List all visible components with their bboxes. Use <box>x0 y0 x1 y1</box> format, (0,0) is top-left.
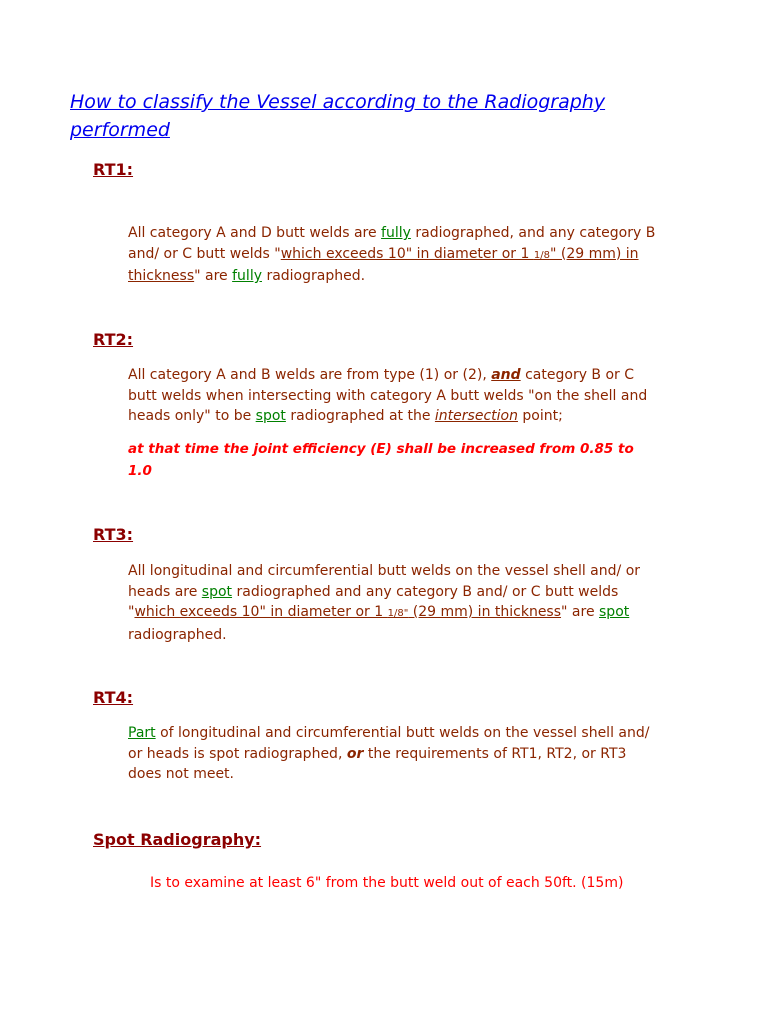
rt3-text-4: radiographed. <box>128 626 227 643</box>
rt2-heading: RT2: <box>93 330 134 349</box>
rt3-spot-2: spot <box>599 604 630 620</box>
rt2-intersection: intersection <box>434 408 518 424</box>
rt2-text-3: radiographed at the <box>285 408 435 424</box>
rt1-text-1: All category A and D butt welds are <box>128 225 382 241</box>
rt2-text-4: point; <box>517 408 563 424</box>
rt2-paragraph <box>128 365 658 427</box>
page-title: How to classify the Vessel according to the Radiography performed <box>70 91 606 141</box>
rt3-quote-b: (29 mm) in thickness <box>408 604 562 620</box>
rt3-heading: RT3: <box>93 525 134 544</box>
rt3-fraction: 1/8" <box>387 608 409 619</box>
rt1-text-3: " are <box>194 268 233 284</box>
rt3-text-3: " are <box>561 604 600 620</box>
rt1-quote-a: which exceeds 10" in diameter or 1 <box>280 245 534 262</box>
rt3-spot-1: spot <box>201 583 233 600</box>
rt2-text-2: category B or C butt welds when intersecting with category A butt welds "on the shell and heads only" to be <box>128 367 648 424</box>
rt1-quote-b: " (29 mm) in thickness <box>128 245 639 284</box>
rt1-text-4: radiographed. <box>262 268 366 284</box>
spot-radiography-text: Is to examine at least 6" from the butt weld out of each 50ft. (15m) <box>150 875 624 891</box>
rt3-text-2: radiographed and any category B and/ or C butt welds " <box>128 583 619 620</box>
rt3-text-1: All longitudinal and circumferential butt welds on the vessel shell and/ or heads are <box>128 563 641 600</box>
rt1-fully-1: fully <box>381 225 411 241</box>
rt1-heading: RT1: <box>93 160 134 179</box>
rt3-paragraph <box>128 561 658 645</box>
rt4-text-2: the requirements of RT1, RT2, or RT3 does not meet. <box>128 745 627 782</box>
rt1-fraction: 1/8 <box>533 249 550 261</box>
rt4-text-1: of longitudinal and circumferential butt welds on the vessel shell and/ or heads is spot radiographed, <box>128 725 650 762</box>
rt2-text-1: All category A and B welds are from type (1) or (2), <box>128 367 492 383</box>
rt3-quote <box>134 604 561 620</box>
rt1-text-2: radiographed, and any category B and/ or C butt welds " <box>128 225 656 262</box>
rt4-part: Part <box>128 725 156 741</box>
rt1-paragraph <box>128 223 658 287</box>
rt1-fully-2: fully <box>232 268 262 284</box>
rt4-paragraph <box>128 723 658 785</box>
rt4-or: or <box>346 745 364 762</box>
rt2-efficiency-note: at that time the joint efficiency (E) shall be increased from 0.85 to 1.0 <box>128 441 634 479</box>
rt4-heading: RT4: <box>93 688 134 707</box>
rt2-and: and <box>491 367 521 383</box>
spot-radiography-heading: Spot Radiography: <box>93 830 262 849</box>
rt3-quote-a: which exceeds 10" in diameter or 1 <box>134 604 388 620</box>
rt2-spot: spot <box>255 408 286 424</box>
